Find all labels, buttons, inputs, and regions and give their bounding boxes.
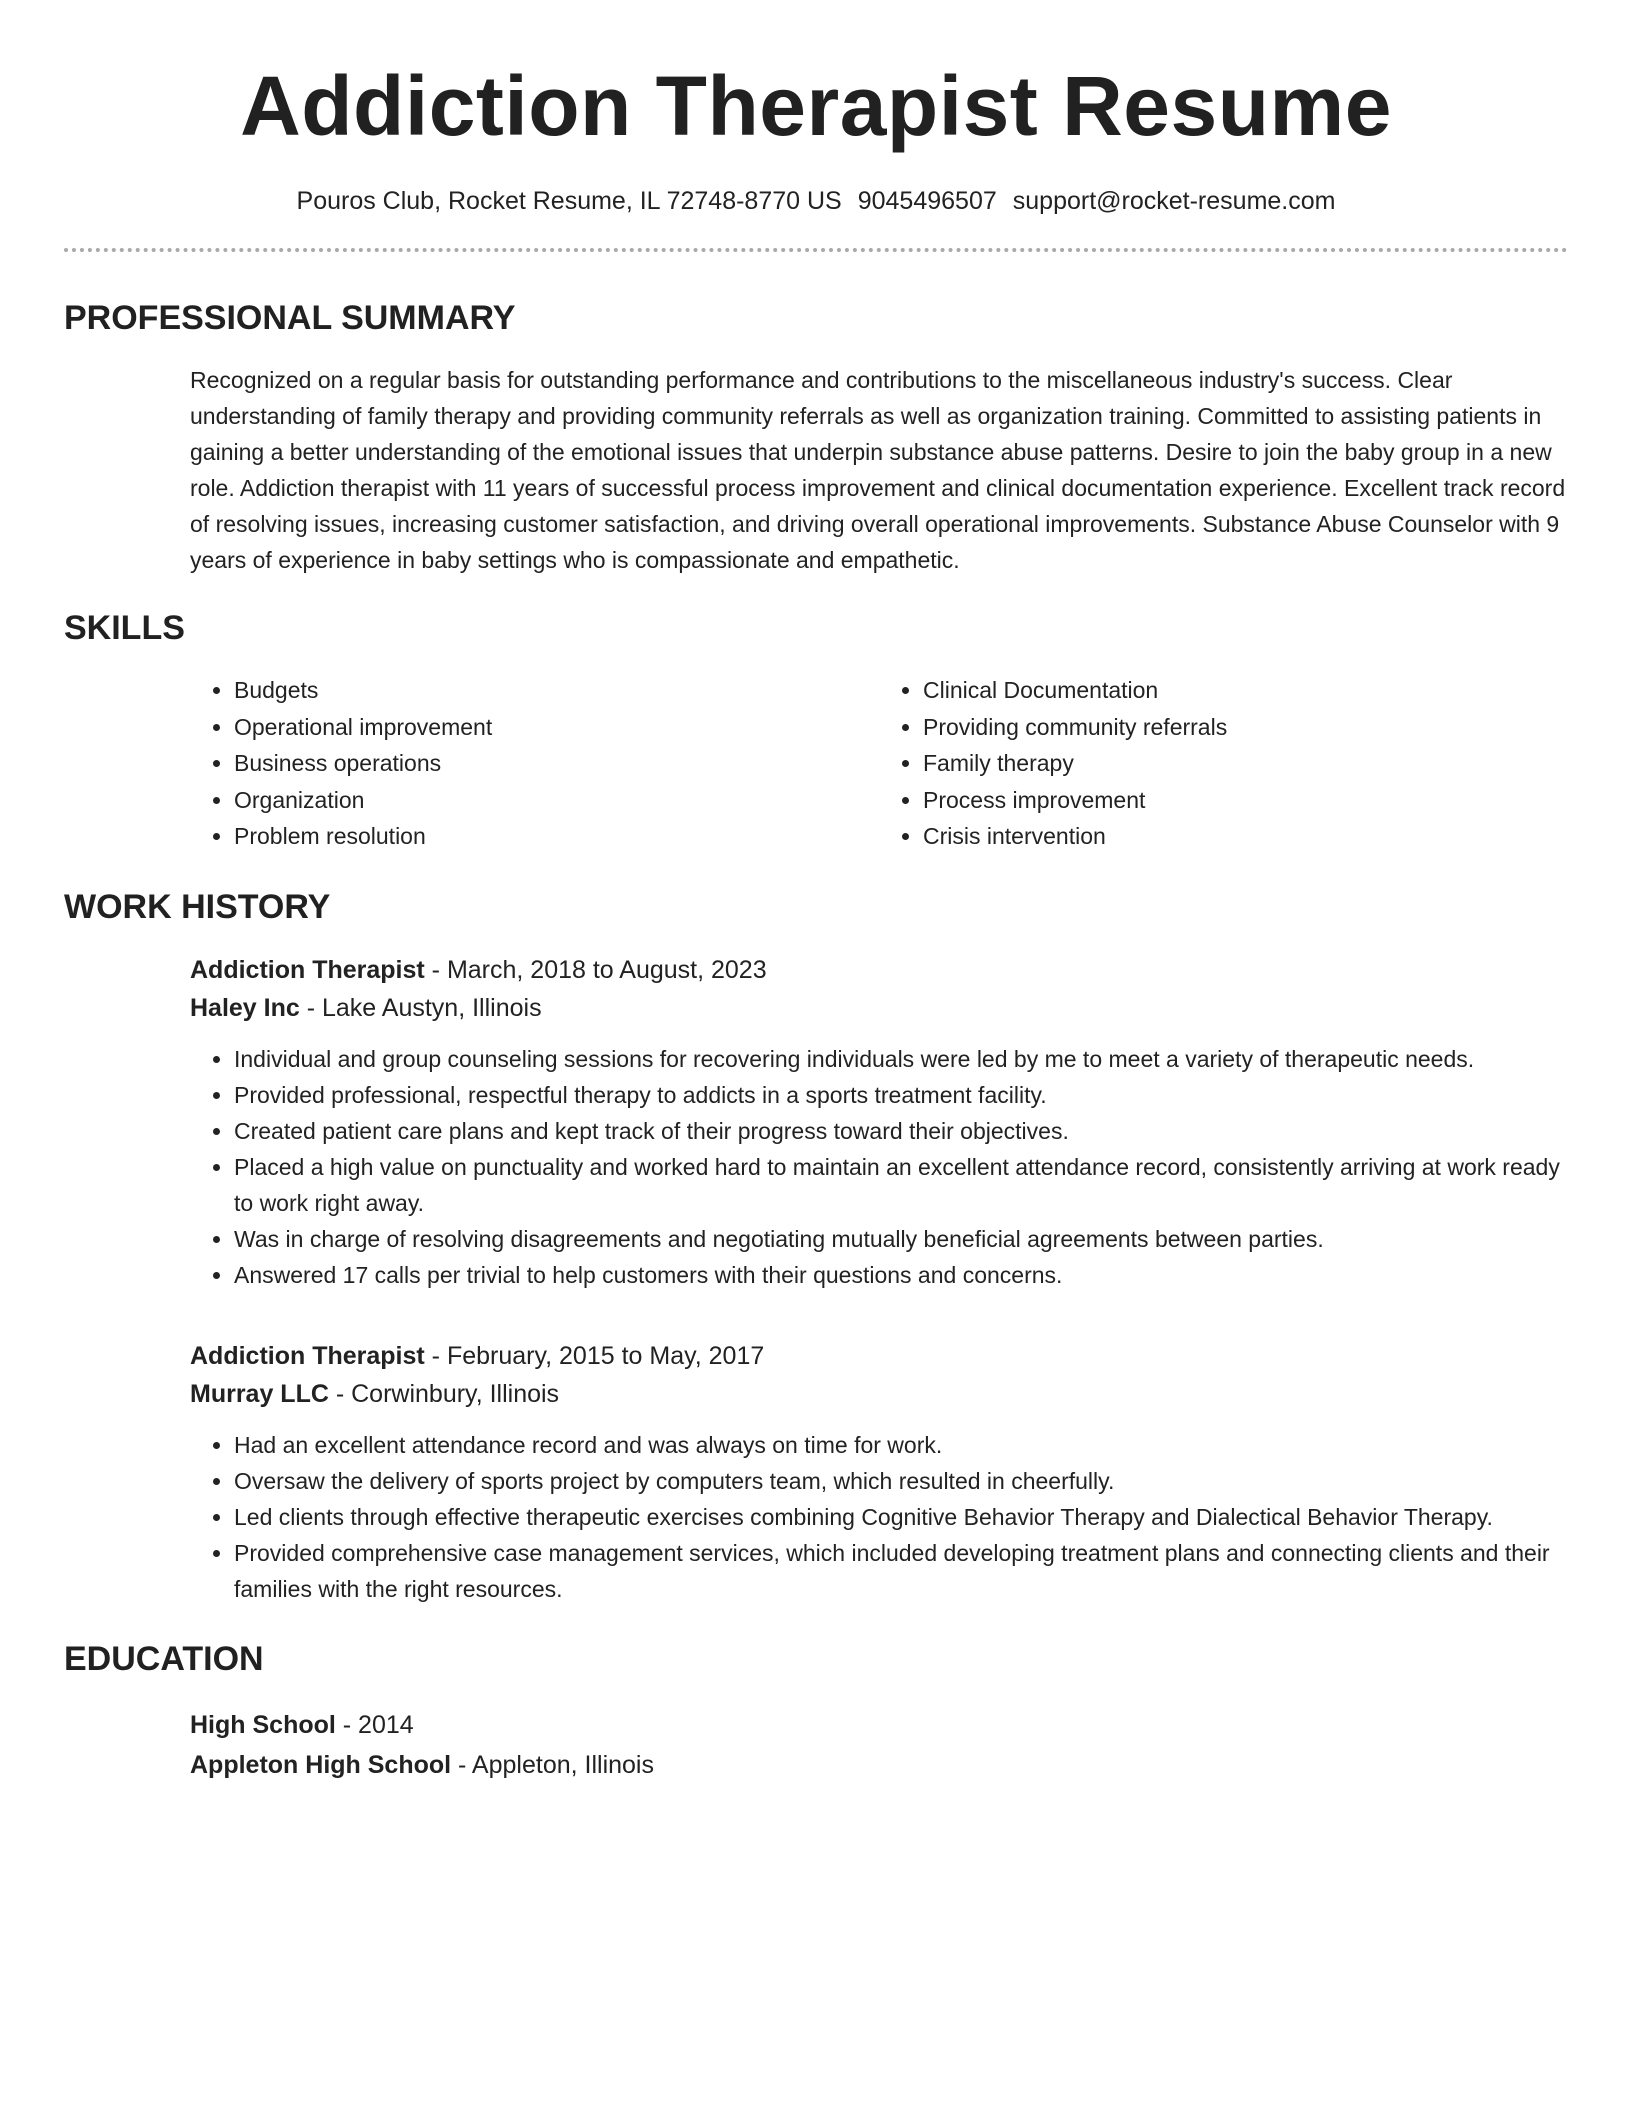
job-bullet: • Answered 17 calls per trivial to help customers with their questions and concerns. bbox=[234, 1257, 1568, 1293]
job-bullet: • Provided comprehensive case management services, which included developing treatment plans and connecting clients and their families with the right resources. bbox=[234, 1535, 1568, 1607]
job-bullet: • Had an excellent attendance record and was always on time for work. bbox=[234, 1427, 1568, 1463]
job-bullet: • Oversaw the delivery of sports project by computers team, which resulted in cheerfully. bbox=[234, 1463, 1568, 1499]
job-bullet: • Was in charge of resolving disagreements and negotiating mutually beneficial agreements between parties. bbox=[234, 1221, 1568, 1257]
summary-text: Recognized on a regular basis for outstanding performance and contributions to the miscellaneous industry's success. Clear understanding of family therapy and providing community referrals as well as organization training. Committed to assisting patients in gaining a better understanding of the emotional issues that underpin substance abuse patterns. Desire to join the baby group in a new role. Addiction therapist with 11 years of successful process improvement and clinical documentation experience. Excellent track record of resolving issues, increasing customer satisfaction, and driving overall operational improvements. Substance Abuse Counselor with 9 years of experience in baby settings who is compassionate and empathetic. bbox=[190, 367, 1566, 573]
job-company-line bbox=[190, 1375, 1568, 1413]
job-title: Addiction Therapist bbox=[190, 1341, 425, 1370]
education-location: - Appleton, Illinois bbox=[451, 1750, 654, 1779]
education-school-line bbox=[190, 1745, 1568, 1785]
contact-phone: 9045496507 bbox=[857, 187, 997, 215]
skills-heading: SKILLS bbox=[64, 609, 185, 647]
skill-item: • Business operations bbox=[234, 745, 879, 782]
job-bullets bbox=[190, 1427, 1568, 1607]
job-company-line bbox=[190, 989, 1568, 1027]
contact-email: support@rocket-resume.com bbox=[1012, 187, 1336, 215]
skill-item: • Operational improvement bbox=[234, 709, 879, 746]
education-entry bbox=[190, 1705, 1568, 1785]
job-title-line bbox=[190, 951, 1568, 989]
summary-heading: PROFESSIONAL SUMMARY bbox=[64, 299, 516, 337]
skill-item: • Clinical Documentation bbox=[923, 672, 1568, 709]
header-divider bbox=[64, 248, 1568, 252]
job-bullet: • Provided professional, respectful therapy to addicts in a sports treatment facility. bbox=[234, 1077, 1568, 1113]
job-location: - Lake Austyn, Illinois bbox=[299, 993, 542, 1022]
job-title: Addiction Therapist bbox=[190, 955, 425, 984]
job-entry bbox=[190, 1337, 1568, 1607]
skill-item: • Organization bbox=[234, 782, 879, 819]
skill-item: • Problem resolution bbox=[234, 818, 879, 855]
education-year: - 2014 bbox=[335, 1710, 414, 1739]
skill-item: • Process improvement bbox=[923, 782, 1568, 819]
skill-item: • Family therapy bbox=[923, 745, 1568, 782]
job-bullet: • Led clients through effective therapeutic exercises combining Cognitive Behavior Therapy and Dialectical Behavior Therapy. bbox=[234, 1499, 1568, 1535]
job-location: - Corwinbury, Illinois bbox=[328, 1379, 560, 1408]
contact-line bbox=[64, 184, 1568, 218]
education-degree-line bbox=[190, 1705, 1568, 1745]
job-title-line bbox=[190, 1337, 1568, 1375]
skill-item: • Budgets bbox=[234, 672, 879, 709]
job-entry bbox=[190, 951, 1568, 1293]
job-company: Haley Inc bbox=[190, 993, 300, 1022]
contact-address: Pouros Club, Rocket Resume, IL 72748-8770 US bbox=[296, 187, 842, 215]
skills-list bbox=[190, 672, 1568, 855]
job-bullet: • Placed a high value on punctuality and worked hard to maintain an excellent attendance record, consistently arriving at work ready to work right away. bbox=[234, 1149, 1568, 1221]
job-bullet: • Created patient care plans and kept track of their progress toward their objectives. bbox=[234, 1113, 1568, 1149]
skills-column-left bbox=[190, 672, 879, 855]
education-school: Appleton High School bbox=[190, 1750, 452, 1779]
skills-column-right bbox=[879, 672, 1568, 855]
skill-item: • Crisis intervention bbox=[923, 818, 1568, 855]
job-company: Murray LLC bbox=[190, 1379, 329, 1408]
resume-title: Addiction Therapist Resume bbox=[240, 59, 1392, 153]
job-dates: - March, 2018 to August, 2023 bbox=[424, 955, 767, 984]
job-bullets bbox=[190, 1041, 1568, 1293]
skill-item: • Providing community referrals bbox=[923, 709, 1568, 746]
education-heading: EDUCATION bbox=[64, 1639, 264, 1678]
education-degree: High School bbox=[190, 1710, 336, 1739]
job-bullet: • Individual and group counseling sessions for recovering individuals were led by me to meet a variety of therapeutic needs. bbox=[234, 1041, 1568, 1077]
work-history-heading: WORK HISTORY bbox=[64, 887, 331, 926]
job-dates: - February, 2015 to May, 2017 bbox=[424, 1341, 765, 1370]
